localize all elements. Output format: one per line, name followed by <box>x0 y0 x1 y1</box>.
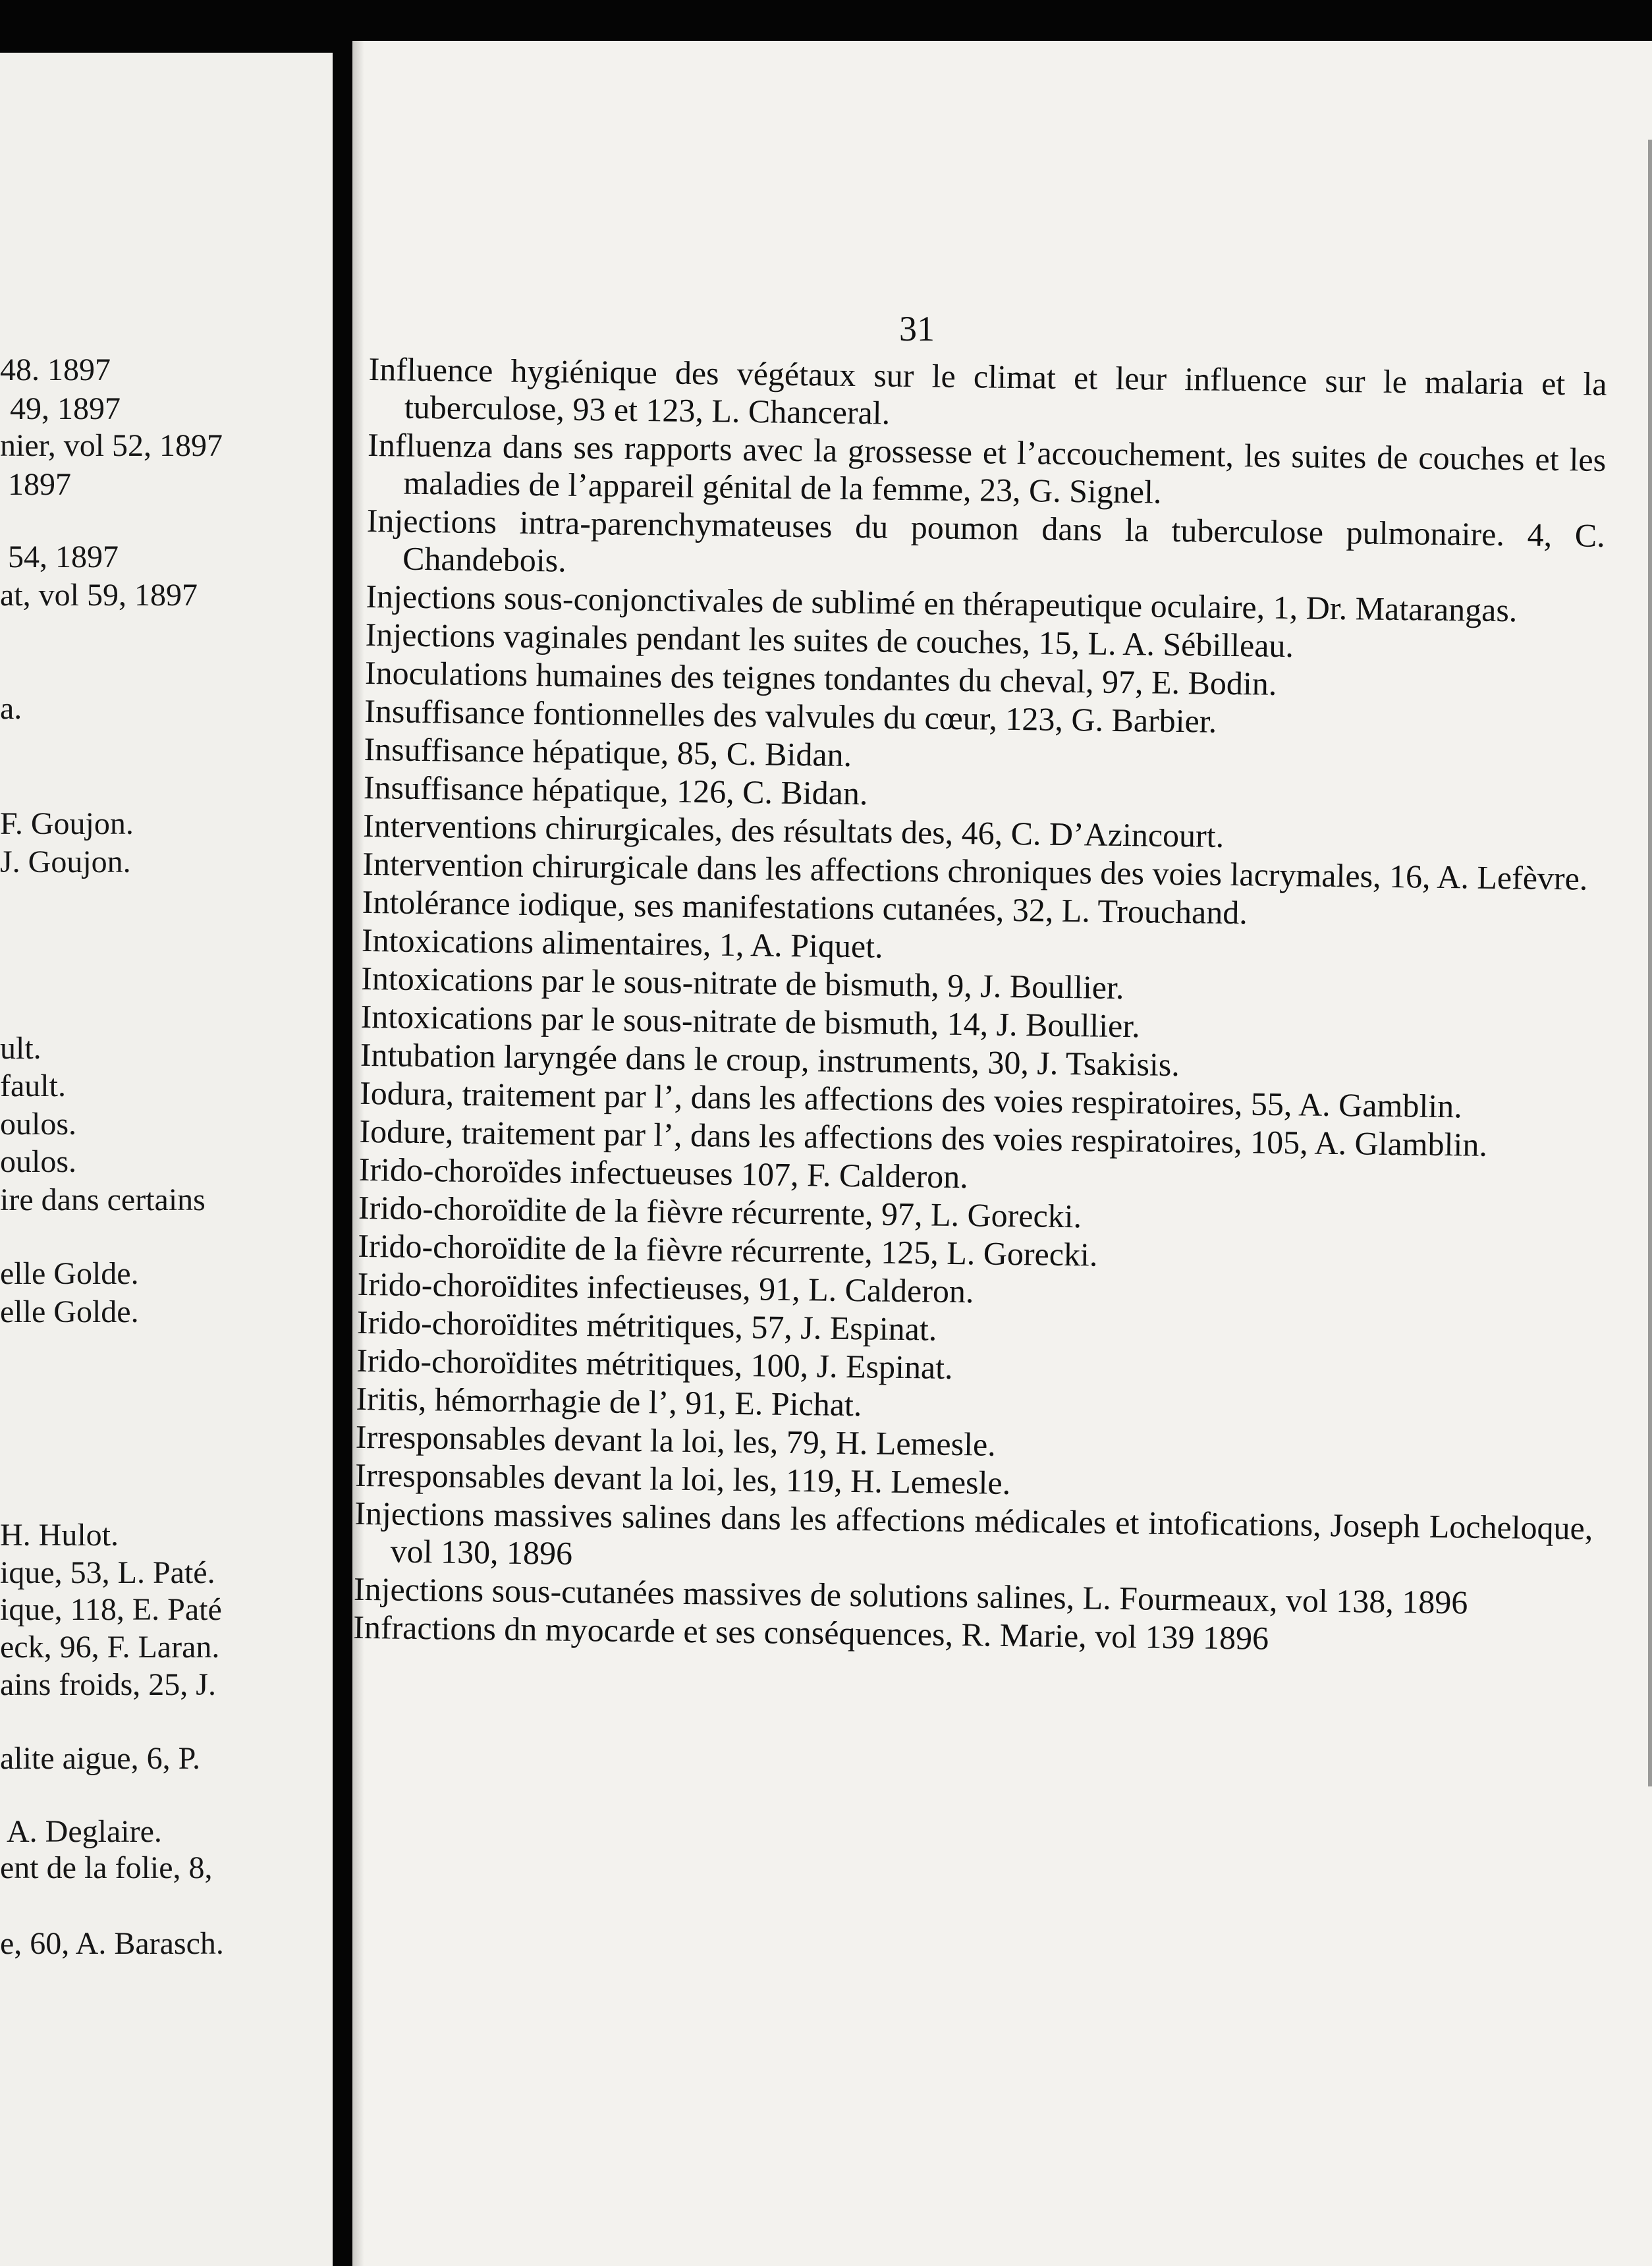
left-fragment: A. Deglaire. <box>7 1814 162 1849</box>
index-entry: Intolérance iodique, ses manifestations cutanées, 32, L. Trouchand. <box>362 883 1248 931</box>
left-fragment: H. Hulot. <box>0 1518 119 1553</box>
left-fragment: elle Golde. <box>0 1294 139 1329</box>
left-fragment: ique, 53, L. Paté. <box>0 1555 215 1590</box>
index-entry: Irido-choroïdite de la fièvre récurrente, 97, L. Gorecki. <box>358 1188 1082 1235</box>
left-fragment: 54, 1897 <box>8 539 119 574</box>
index-entry: Injections sous-conjonctivales de sublimé en thérapeutique oculaire, 1, Dr. Matarangas. <box>366 577 1518 629</box>
index-entry: Inoculations humaines des teignes tondantes du cheval, 97, E. Bodin. <box>364 653 1277 702</box>
index-entry: Injections vaginales pendant les suites de couches, 15, L. A. Sébilleau. <box>365 615 1294 665</box>
index-entries <box>353 350 1607 1662</box>
left-fragment: alite aigue, 6, P. <box>0 1741 200 1776</box>
left-fragment: fault. <box>0 1068 66 1103</box>
left-fragment: F. Goujon. <box>0 806 134 841</box>
left-fragment: oulos. <box>0 1144 77 1179</box>
left-fragment: oulos. <box>0 1107 77 1142</box>
left-fragment: J. Goujon. <box>0 844 131 879</box>
index-entry: Irido-choroïdes infectueuses 107, F. Calderon. <box>358 1150 969 1196</box>
left-fragment: at, vol 59, 1897 <box>0 578 198 613</box>
index-entry: Influence hygiénique des végétaux sur le climat et leur influence sur le malaria et la tuberculose, 93 et 123, L. Chanceral. <box>368 350 1607 431</box>
left-fragment: 49, 1897 <box>10 391 121 426</box>
left-fragment: 48. 1897 <box>0 352 111 387</box>
left-fragment: nier, vol 52, 1897 <box>0 428 223 463</box>
index-entry: Intubation laryngée dans le croup, instruments, 30, J. Tsakisis. <box>360 1036 1180 1084</box>
right-page <box>352 41 1652 2266</box>
index-entry: Injections intra-parenchymateuses du poumon dans la tuberculose pulmonaire. 4, C. Chandebois. <box>366 501 1606 579</box>
left-fragment: a. <box>0 691 22 726</box>
left-page <box>0 53 333 2266</box>
left-fragment: ire dans certains <box>0 1182 206 1217</box>
index-entry: Insuffisance hépatique, 85, C. Bidan. <box>364 730 852 774</box>
index-entry: Insuffisance hépatique, 126, C. Bidan. <box>363 768 868 812</box>
page-edge <box>1648 140 1652 1786</box>
left-fragment: eck, 96, F. Laran. <box>0 1630 220 1665</box>
index-entry: Iodure, traitement par l’, dans les affections des voies respiratoires, 105, A. Glamblin. <box>359 1112 1488 1163</box>
left-fragment: 1897 <box>8 467 71 502</box>
index-entry: Intoxications par le sous-nitrate de bismuth, 14, J. Boullier. <box>360 997 1141 1045</box>
page-number: 31 <box>899 309 935 348</box>
index-entry: Intoxications alimentaires, 1, A. Piquet. <box>361 921 883 965</box>
index-entry: Irido-choroïdites infectieuses, 91, L. Calderon. <box>357 1265 974 1310</box>
left-fragment: ique, 118, E. Paté <box>0 1592 222 1627</box>
index-entry: Influenza dans ses rapports avec la grossesse et l’accouchement, les suites de couches et les maladies de l’appareil génital de la femme, 23, G. Signel. <box>367 426 1607 511</box>
left-fragment: elle Golde. <box>0 1256 139 1291</box>
index-entry: Irresponsables devant la loi, les, 79, H. Lemesle. <box>355 1418 997 1463</box>
index-entry: Iodura, traitement par l’, dans les affections des voies respiratoires, 55, A. Gamblin. <box>359 1074 1463 1125</box>
index-entry: Irido-choroïdites métritiques, 57, J. Espinat. <box>356 1303 937 1348</box>
index-entry: Irido-choroïdite de la fièvre récurrente, 125, L. Gorecki. <box>358 1227 1098 1273</box>
left-fragment: ent de la folie, 8, <box>0 1850 213 1885</box>
index-entry: Injections massives salines dans les affections médicales et intofications, Joseph Locheloque, vol 130, 1896 <box>354 1494 1593 1572</box>
left-fragment: ains froids, 25, J. <box>0 1667 216 1702</box>
left-fragment: ult. <box>0 1031 41 1066</box>
index-entry: Insuffisance fontionnelles des valvules du cœur, 123, G. Barbier. <box>364 692 1217 740</box>
index-entry: Irido-choroïdites métritiques, 100, J. Espinat. <box>356 1341 953 1386</box>
left-fragment: e, 60, A. Barasch. <box>0 1926 224 1961</box>
index-entry: Interventions chirurgicales, des résultats des, 46, C. D’Azincourt. <box>362 806 1225 854</box>
index-entry: Injections sous-cutanées massives de solutions salines, L. Fourmeaux, vol 138, 1896 <box>353 1570 1468 1621</box>
index-entry: Iritis, hémorrhagie de l’, 91, E. Pichat. <box>356 1379 862 1423</box>
index-entry: Infractions dn myocarde et ses conséquences, R. Marie, vol 139 1896 <box>352 1608 1269 1657</box>
index-entry: Intervention chirurgicale dans les affections chroniques des voies lacrymales, 16, A. Lefèvre. <box>362 844 1588 897</box>
index-entry: Intoxications par le sous-nitrate de bismuth, 9, J. Boullier. <box>361 959 1124 1007</box>
index-entry: Irresponsables devant la loi, les, 119, H. Lemesle. <box>354 1456 1011 1502</box>
